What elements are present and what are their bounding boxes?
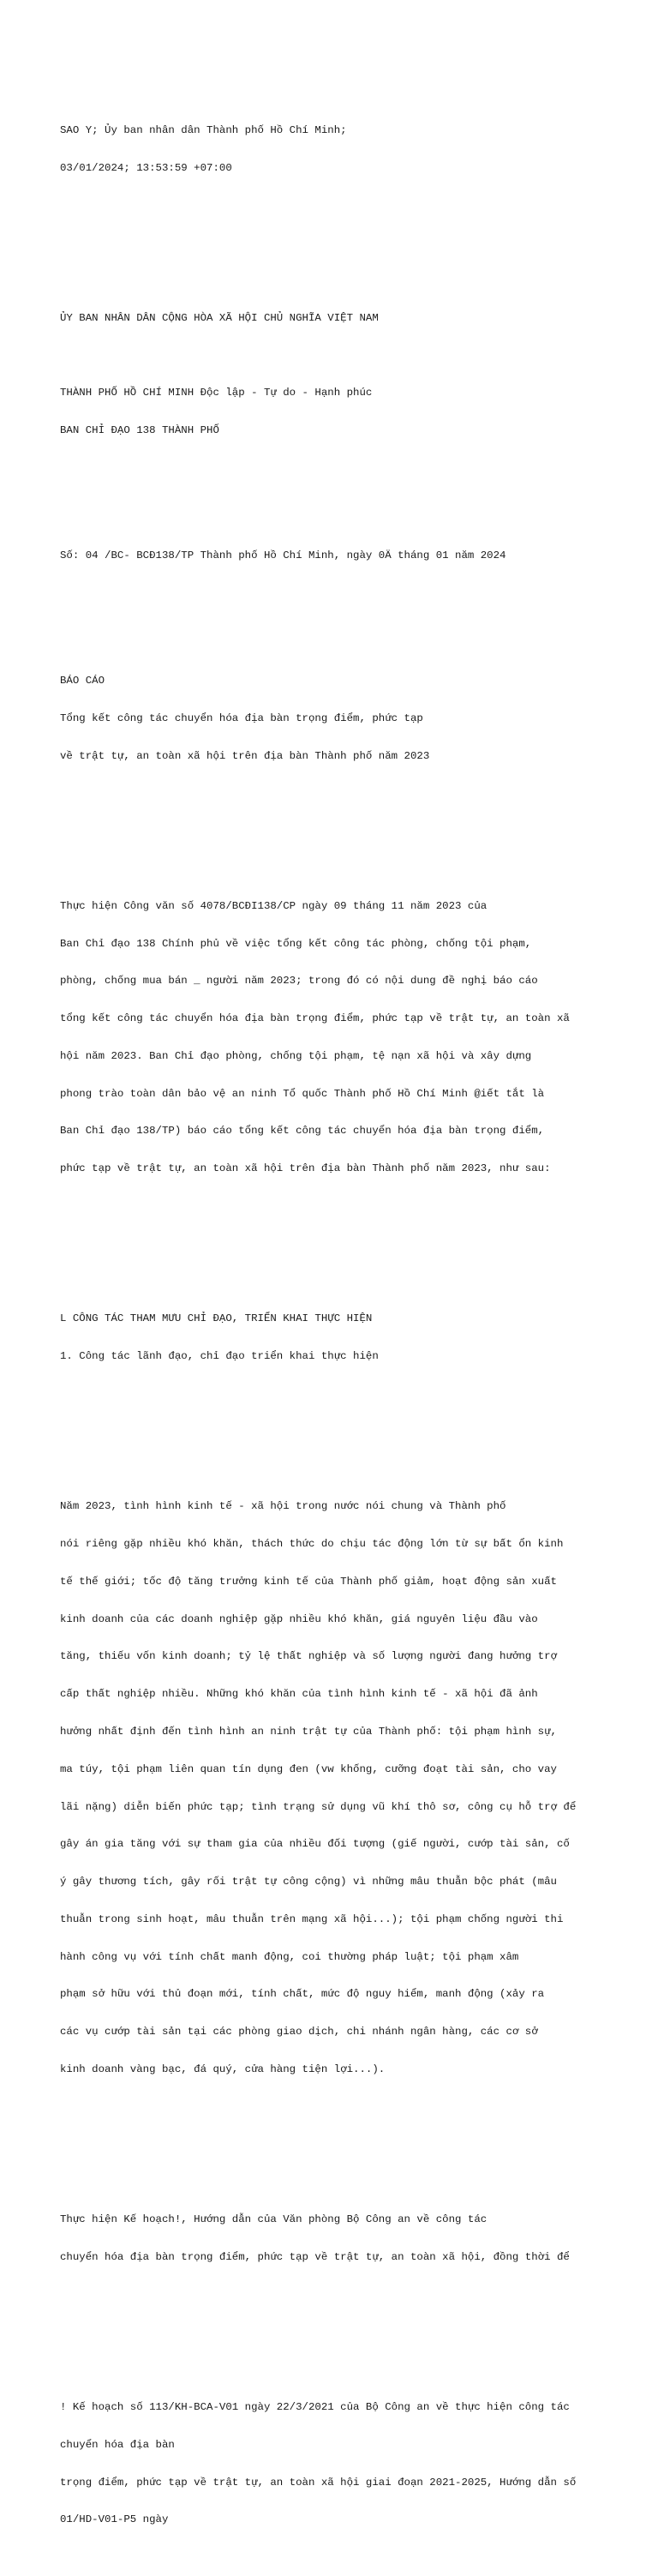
heading-line-1: ỦY BAN NHÂN DÂN CỘNG HÒA XÃ HỘI CHỦ NGHĨA VIỆT NAM	[60, 311, 379, 324]
plan-line: chuyển hóa địa bàn trọng điểm, phức tạp về trật tự, an toàn xã hội, đồng thời để	[60, 2250, 570, 2263]
body-line: ma túy, tội phạm liên quan tín dụng đen (vw khống, cưỡng đoạt tài sản, cho vay	[60, 1762, 557, 1775]
report-title	[60, 650, 651, 788]
body-line: gây án gia tăng với sự tham gia của nhiều đối tượng (giế người, cướp tài sản, cố	[60, 1838, 570, 1851]
section-1-heading	[60, 1288, 651, 1388]
body-line: phạm sở hữu với thủ đoạn mới, tính chất, mức độ nguy hiểm, manh động (xảy ra	[60, 1988, 545, 2001]
footnote-line: trọng điểm, phức tạp về trật tự, an toàn xã hội giai đoạn 2021-2025, Hướng dẫn số	[60, 2476, 577, 2489]
intro-line: phức tạp về trật tự, an toàn xã hội trên địa bàn Thành phố năm 2023, như sau:	[60, 1162, 551, 1175]
body-line: hưởng nhất định đến tình hình an ninh trật tự của Thành phố: tội phạm hình sự,	[60, 1725, 557, 1738]
intro-paragraph	[60, 875, 651, 1200]
section-heading: L CÔNG TÁC THAM MƯU CHỈ ĐẠO, TRIỂN KHAI THỰC HIỆN	[60, 1312, 373, 1325]
body-line: kinh doanh của các doanh nghiệp gặp nhiều khó khăn, giá nguyên liệu đầu vào	[60, 1612, 538, 1625]
body-line: ý gây thương tích, gây rối trật tự công cộng) vì những mâu thuẫn bộc phát (mâu	[60, 1876, 557, 1888]
document-heading	[60, 287, 651, 462]
intro-line: Ban Chỉ đạo 138/TP) báo cáo tổng kết công tác chuyển hóa địa bàn trọng điểm,	[60, 1125, 545, 1138]
footnote-line: 01/HD-V01-P5 ngày	[60, 2513, 169, 2526]
body-line: thuẫn trong sinh hoạt, mâu thuẫn trên mạng xã hội...); tội phạm chống người thi	[60, 1912, 564, 1925]
body-line: kinh doanh vàng bạc, đá quý, cửa hàng tiện lợi...).	[60, 2063, 386, 2075]
sao-y-line: SAO Y; Ủy ban nhân dân Thành phố Hồ Chí Minh;	[60, 123, 347, 136]
body-line: hành công vụ với tính chất manh động, coi thường pháp luật; tội phạm xâm	[60, 1950, 519, 1963]
intro-line: tổng kết công tác chuyển hóa địa bàn trọng điểm, phức tạp về trật tự, an toàn xã	[60, 1012, 570, 1025]
copy-stamp	[60, 99, 651, 200]
body-line: các vụ cướp tài sản tại các phòng giao dịch, chi nhánh ngân hàng, các cơ sở	[60, 2026, 538, 2039]
footnote	[60, 2376, 651, 2551]
section-subheading: 1. Công tác lãnh đạo, chỉ đạo triển khai thực hiện	[60, 1350, 379, 1363]
document-page	[60, 62, 651, 2576]
body-line: tăng, thiếu vốn kinh doanh; tỷ lệ thất nghiệp và số lượng người đang hưởng trợ	[60, 1650, 557, 1663]
intro-line: phòng, chống mua bán _ người năm 2023; trong đó có nội dung đề nghị báo cáo	[60, 975, 538, 988]
report-title-line-1: Tổng kết công tác chuyển hóa địa bàn trọng điểm, phức tạp	[60, 712, 423, 724]
body-paragraph	[60, 1475, 651, 2101]
body-line: nói riêng gặp nhiều khó khăn, thách thức do chịu tác động lớn từ sự bất ổn kinh	[60, 1538, 564, 1551]
heading-line-3: BAN CHỈ ĐẠO 138 THÀNH PHỐ	[60, 424, 219, 437]
intro-line: Ban Chỉ đạo 138 Chính phủ về việc tổng kết công tác phòng, chống tội phạm,	[60, 937, 532, 950]
plan-paragraph	[60, 2189, 651, 2289]
body-line: cấp thất nghiệp nhiều. Những khó khăn của tình hình kinh tế - xã hội đã ảnh	[60, 1688, 538, 1701]
body-line: lãi nặng) diễn biến phức tạp; tình trạng sử dụng vũ khí thô sơ, công cụ hỗ trợ để	[60, 1800, 577, 1813]
timestamp-line: 03/01/2024; 13:53:59 +07:00	[60, 161, 232, 174]
report-type: BÁO CÁO	[60, 675, 105, 688]
body-line: tế thế giới; tốc độ tăng trưởng kinh tế của Thành phố giảm, hoạt động sản xuất	[60, 1575, 557, 1588]
body-line: Năm 2023, tình hình kinh tế - xã hội trong nước nói chung và Thành phố	[60, 1500, 506, 1513]
intro-line: phong trào toàn dân bảo vệ an ninh Tổ quốc Thành phố Hồ Chí Minh @iết tắt là	[60, 1087, 545, 1100]
footnote-line: chuyển hóa địa bàn	[60, 2438, 175, 2451]
heading-line-2: THÀNH PHỐ HỒ CHÍ MINH Độc lập - Tự do - Hạnh phúc	[60, 387, 373, 399]
intro-line: Thực hiện Công văn số 4078/BCĐI138/CP ngày 09 tháng 11 năm 2023 của	[60, 899, 488, 912]
footnote-line: ! Kế hoạch số 113/KH-BCA-V01 ngày 22/3/2021 của Bộ Công an về thực hiện công tác	[60, 2401, 570, 2414]
report-title-line-2: về trật tự, an toàn xã hội trên địa bàn Thành phố năm 2023	[60, 749, 430, 762]
plan-line: Thực hiện Kế hoạch!, Hướng dẫn của Văn phòng Bộ Công an về công tác	[60, 2213, 488, 2226]
intro-line: hội năm 2023. Ban Chỉ đạo phòng, chống tội phạm, tệ nạn xã hội và xây dựng	[60, 1049, 532, 1062]
reference-line: Số: 04 /BC- BCĐ138/TP Thành phố Hồ Chí Minh, ngày 0Ä tháng 01 năm 2024	[60, 549, 506, 562]
